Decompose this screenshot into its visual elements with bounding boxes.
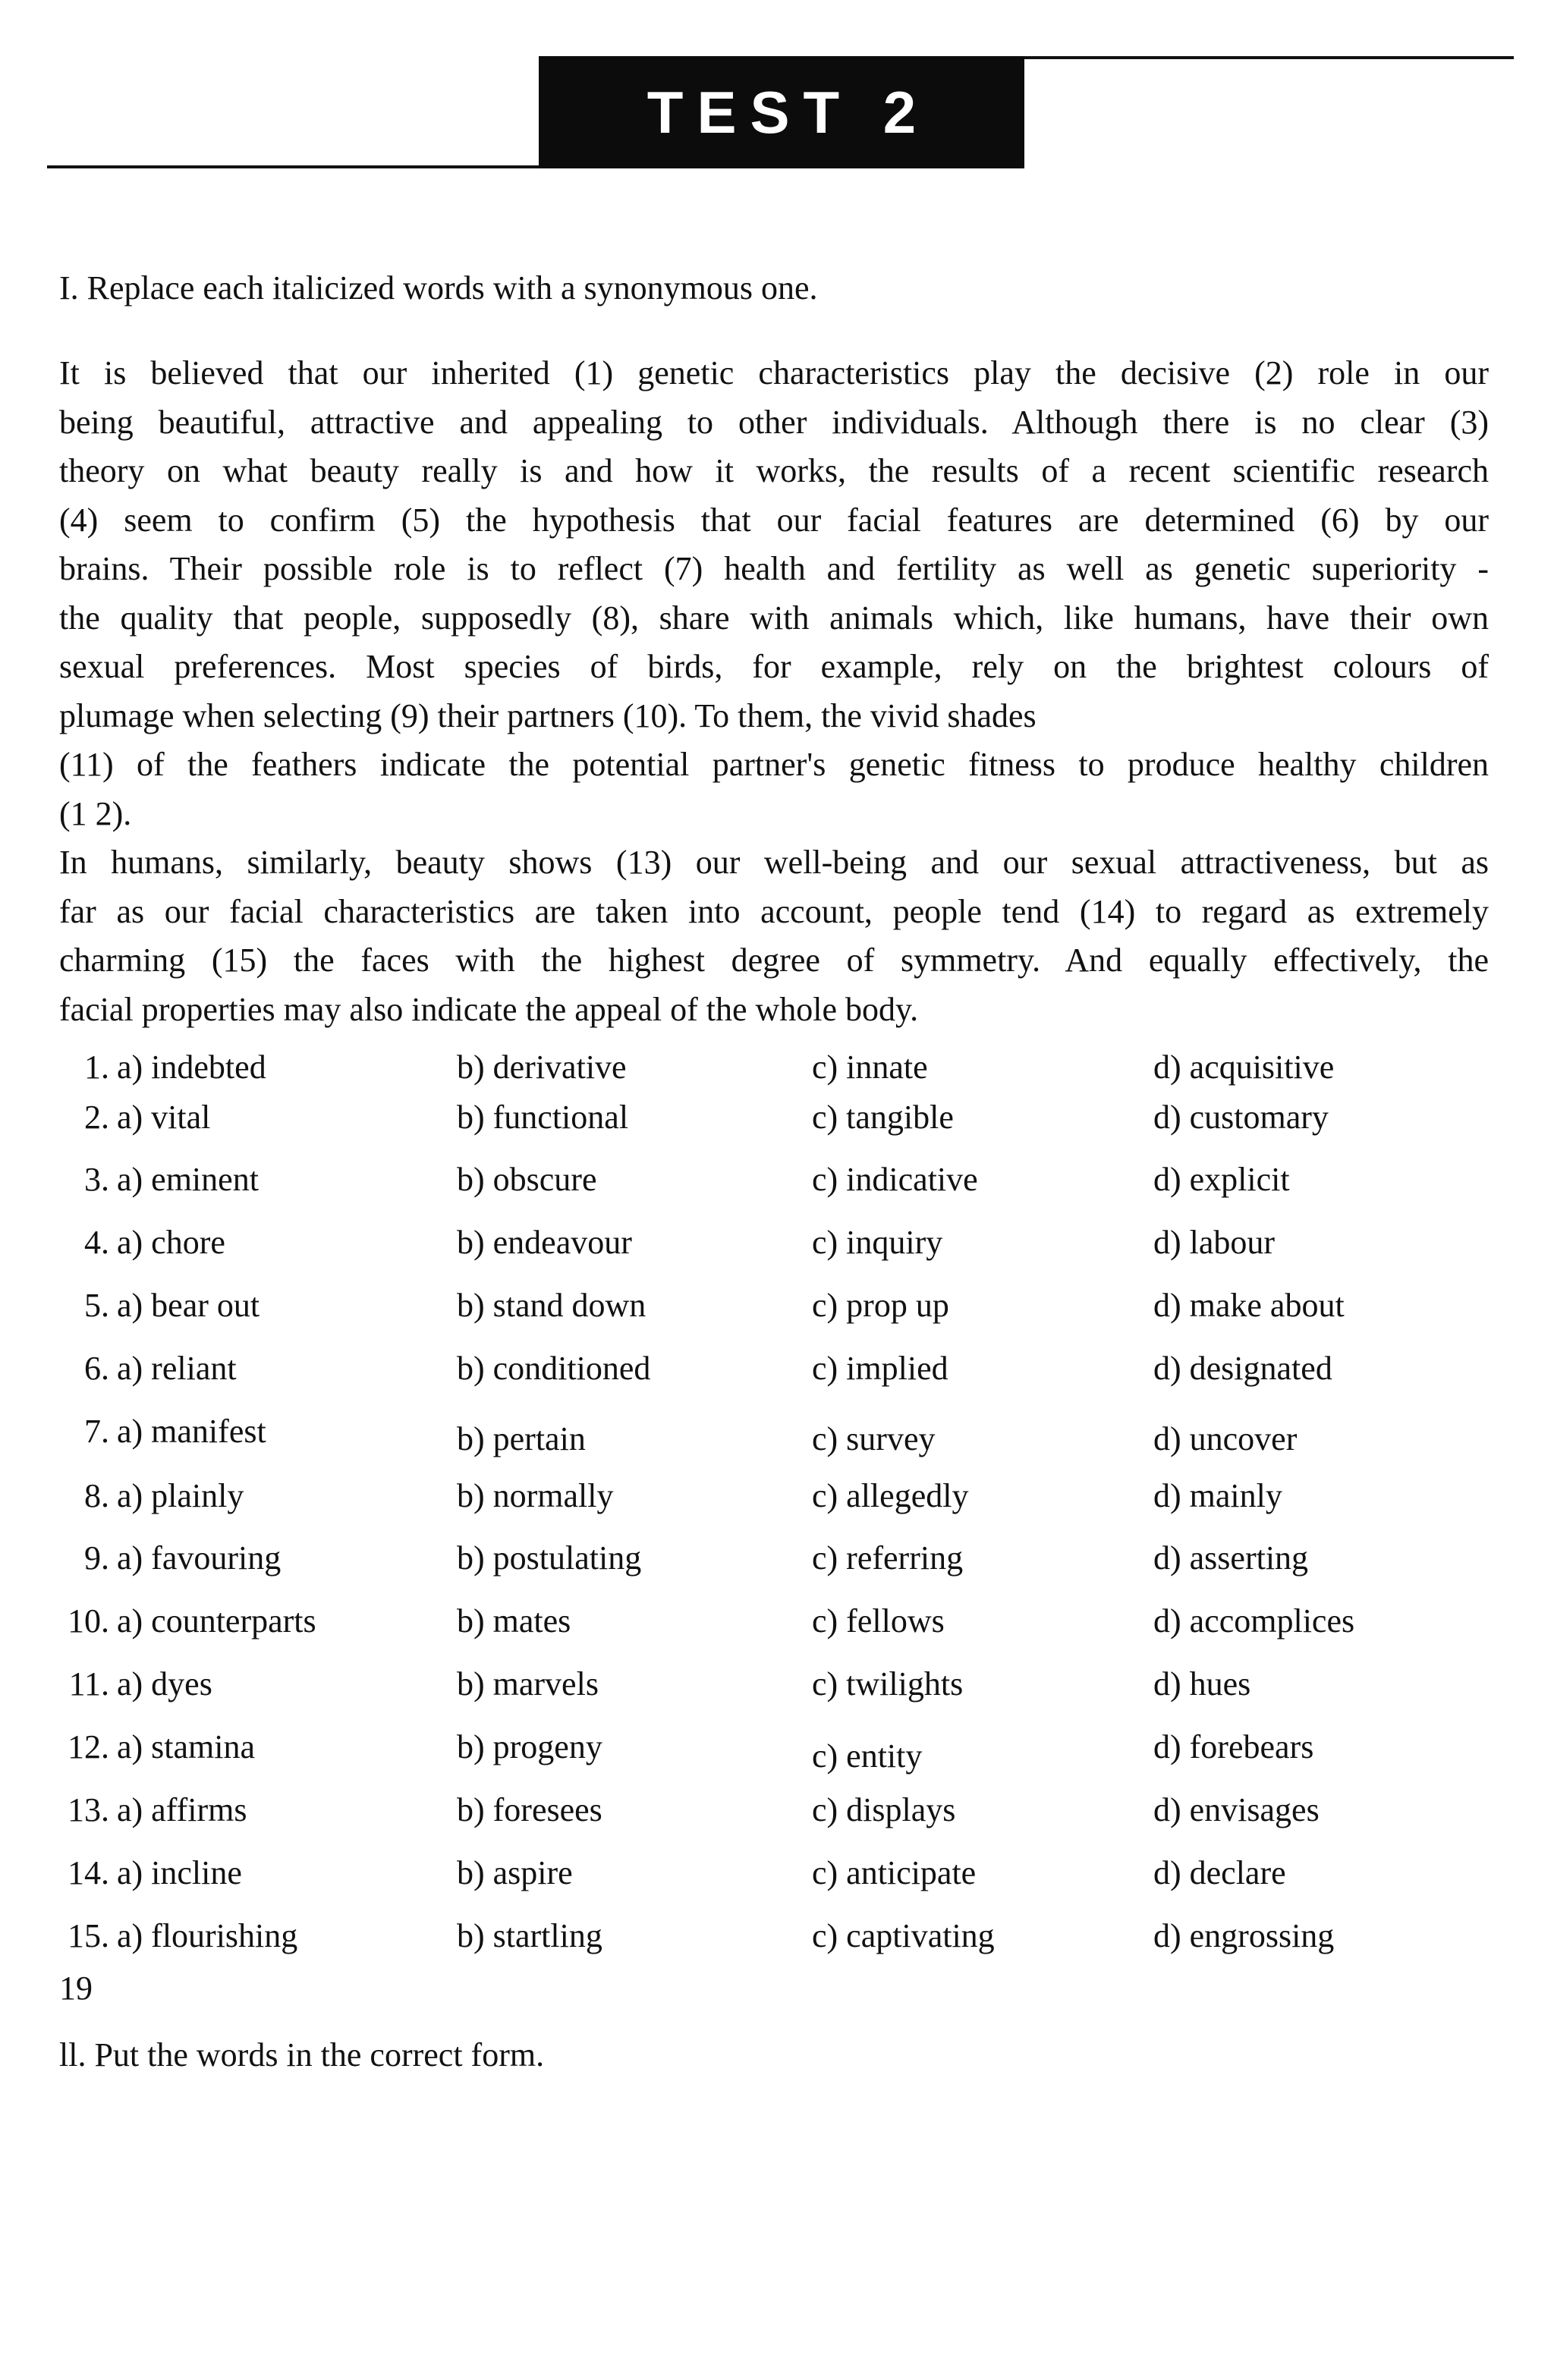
reading-passage	[59, 349, 1489, 1034]
option-a[interactable]: a) stamina	[117, 1728, 256, 1765]
option-number: 9.	[84, 1539, 109, 1577]
option-number: 10.	[68, 1602, 109, 1640]
option-a[interactable]: a) eminent	[117, 1161, 259, 1198]
option-number: 1.	[84, 1049, 109, 1086]
option-row-12	[0, 1725, 1554, 1775]
option-c[interactable]: c) twilights	[812, 1665, 964, 1702]
option-c[interactable]: c) displays	[812, 1791, 956, 1828]
option-b[interactable]: b) pertain	[457, 1420, 586, 1457]
passage-line: (4) seem to confirm (5) the hypothesis that our facial features are determined (6) by our	[59, 501, 1489, 539]
option-number: 8.	[84, 1477, 109, 1514]
option-c[interactable]: c) implied	[812, 1350, 948, 1387]
option-number: 15.	[68, 1917, 109, 1954]
option-row-9	[0, 1536, 1554, 1580]
passage-line: theory on what beauty really is and how it works, the results of a recent scientific research	[59, 452, 1489, 489]
option-b[interactable]: b) aspire	[457, 1854, 573, 1891]
option-d[interactable]: d) designated	[1153, 1350, 1332, 1387]
option-row-11	[0, 1662, 1554, 1706]
option-a[interactable]: a) vital	[117, 1099, 211, 1136]
option-row-15	[0, 1914, 1554, 1958]
test-title-banner	[539, 56, 1024, 168]
option-d[interactable]: d) asserting	[1153, 1539, 1309, 1577]
option-b[interactable]: b) obscure	[457, 1161, 597, 1198]
option-row-1	[0, 1045, 1554, 1089]
passage-line: (1 2).	[59, 794, 132, 832]
option-row-2	[0, 1096, 1554, 1140]
option-a[interactable]: a) chore	[117, 1224, 225, 1261]
option-row-7	[0, 1410, 1554, 1457]
option-row-8	[0, 1474, 1554, 1518]
option-a[interactable]: a) incline	[117, 1854, 242, 1891]
option-b[interactable]: b) foresees	[457, 1791, 602, 1828]
option-b[interactable]: b) progeny	[457, 1728, 602, 1765]
option-row-6	[0, 1347, 1554, 1391]
option-number: 6.	[84, 1350, 109, 1387]
passage-paragraph-2	[59, 838, 1489, 1034]
passage-line: being beautiful, attractive and appealing to other individuals. Although there is no clear (3)	[59, 403, 1489, 441]
passage-line: sexual preferences. Most species of birds, for example, rely on the brightest colours of	[59, 648, 1489, 685]
option-c[interactable]: c) captivating	[812, 1917, 995, 1954]
option-b[interactable]: b) endeavour	[457, 1224, 632, 1261]
option-row-3	[0, 1158, 1554, 1202]
option-c[interactable]: c) anticipate	[812, 1854, 977, 1891]
passage-line: charming (15) the faces with the highest degree of symmetry. And equally effectively, the	[59, 942, 1489, 979]
option-number: 5.	[84, 1287, 109, 1324]
option-c[interactable]: c) entity	[812, 1737, 923, 1775]
option-d[interactable]: d) mainly	[1153, 1477, 1282, 1514]
option-a[interactable]: a) dyes	[117, 1665, 212, 1702]
option-c[interactable]: c) prop up	[812, 1287, 949, 1324]
option-d[interactable]: d) accomplices	[1153, 1602, 1355, 1640]
passage-line: facial properties may also indicate the appeal of the whole body.	[59, 990, 919, 1028]
option-d[interactable]: d) hues	[1153, 1665, 1251, 1702]
page-number: 19	[59, 1970, 93, 2007]
header-rule-right	[1024, 56, 1514, 59]
option-b[interactable]: b) startling	[457, 1917, 602, 1954]
option-b[interactable]: b) stand down	[457, 1287, 646, 1324]
option-b[interactable]: b) mates	[457, 1602, 571, 1640]
option-b[interactable]: b) derivative	[457, 1049, 627, 1086]
option-row-4	[0, 1221, 1554, 1265]
option-number: 2.	[84, 1099, 109, 1136]
option-b[interactable]: b) normally	[457, 1477, 614, 1514]
option-b[interactable]: b) functional	[457, 1099, 629, 1136]
option-number: 14.	[68, 1854, 109, 1891]
option-number: 13.	[68, 1791, 109, 1828]
option-a[interactable]: a) favouring	[117, 1539, 282, 1577]
option-b[interactable]: b) postulating	[457, 1539, 642, 1577]
option-c[interactable]: c) innate	[812, 1049, 928, 1086]
passage-line: far as our facial characteristics are taken into account, people tend (14) to regard as extremely	[59, 892, 1489, 930]
option-d[interactable]: d) declare	[1153, 1854, 1286, 1891]
option-number: 3.	[84, 1161, 109, 1198]
passage-line: brains. Their possible role is to reflect (7) health and fertility as well as genetic superiority -	[59, 550, 1489, 587]
test-title: TEST 2	[646, 78, 930, 146]
option-number: 12.	[68, 1728, 109, 1765]
option-d[interactable]: d) explicit	[1153, 1161, 1290, 1198]
option-a[interactable]: a) reliant	[117, 1350, 237, 1387]
passage-line: In humans, similarly, beauty shows (13) our well-being and our sexual attractiveness, but as	[59, 844, 1489, 881]
option-c[interactable]: c) indicative	[812, 1161, 978, 1198]
option-b[interactable]: b) conditioned	[457, 1350, 651, 1387]
passage-line: (11) of the feathers indicate the potential partner's genetic fitness to produce healthy children	[59, 746, 1489, 783]
option-a[interactable]: a) plainly	[117, 1477, 244, 1514]
option-c[interactable]: c) survey	[812, 1420, 936, 1457]
section-2-heading: ll. Put the words in the correct form.	[59, 2036, 545, 2073]
option-d[interactable]: d) labour	[1153, 1224, 1276, 1261]
option-a[interactable]: a) indebted	[117, 1049, 266, 1086]
option-c[interactable]: c) fellows	[812, 1602, 945, 1640]
option-number: 4.	[84, 1224, 109, 1261]
option-c[interactable]: c) inquiry	[812, 1224, 943, 1261]
option-row-5	[0, 1284, 1554, 1328]
passage-line: the quality that people, supposedly (8), share with animals which, like humans, have their own	[59, 599, 1489, 637]
option-row-13	[0, 1788, 1554, 1832]
section-1-heading: I. Replace each italicized words with a synonymous one.	[59, 269, 818, 307]
option-a[interactable]: a) flourishing	[117, 1917, 298, 1954]
option-a[interactable]: a) counterparts	[117, 1602, 316, 1640]
option-a[interactable]: a) bear out	[117, 1287, 260, 1324]
option-row-14	[0, 1851, 1554, 1895]
option-a[interactable]: a) manifest	[117, 1413, 266, 1450]
option-d[interactable]: d) envisages	[1153, 1791, 1320, 1828]
option-d[interactable]: d) customary	[1153, 1099, 1329, 1136]
option-row-10	[0, 1599, 1554, 1643]
option-d[interactable]: d) make about	[1153, 1287, 1345, 1324]
option-c[interactable]: c) allegedly	[812, 1477, 969, 1514]
option-c[interactable]: c) tangible	[812, 1099, 954, 1136]
option-number: 7.	[84, 1413, 109, 1450]
passage-line: plumage when selecting (9) their partners (10). To them, the vivid shades	[59, 696, 1037, 734]
passage-paragraph-1	[59, 349, 1489, 838]
option-d[interactable]: d) uncover	[1153, 1420, 1298, 1457]
option-number: 11.	[68, 1665, 109, 1702]
header-rule-left	[47, 165, 540, 168]
option-a[interactable]: a) affirms	[117, 1791, 247, 1828]
option-c[interactable]: c) referring	[812, 1539, 964, 1577]
option-d[interactable]: d) engrossing	[1153, 1917, 1335, 1954]
option-d[interactable]: d) forebears	[1153, 1728, 1314, 1765]
option-d[interactable]: d) acquisitive	[1153, 1049, 1335, 1086]
passage-line: It is believed that our inherited (1) genetic characteristics play the decisive (2) role in our	[59, 354, 1489, 391]
option-b[interactable]: b) marvels	[457, 1665, 599, 1702]
